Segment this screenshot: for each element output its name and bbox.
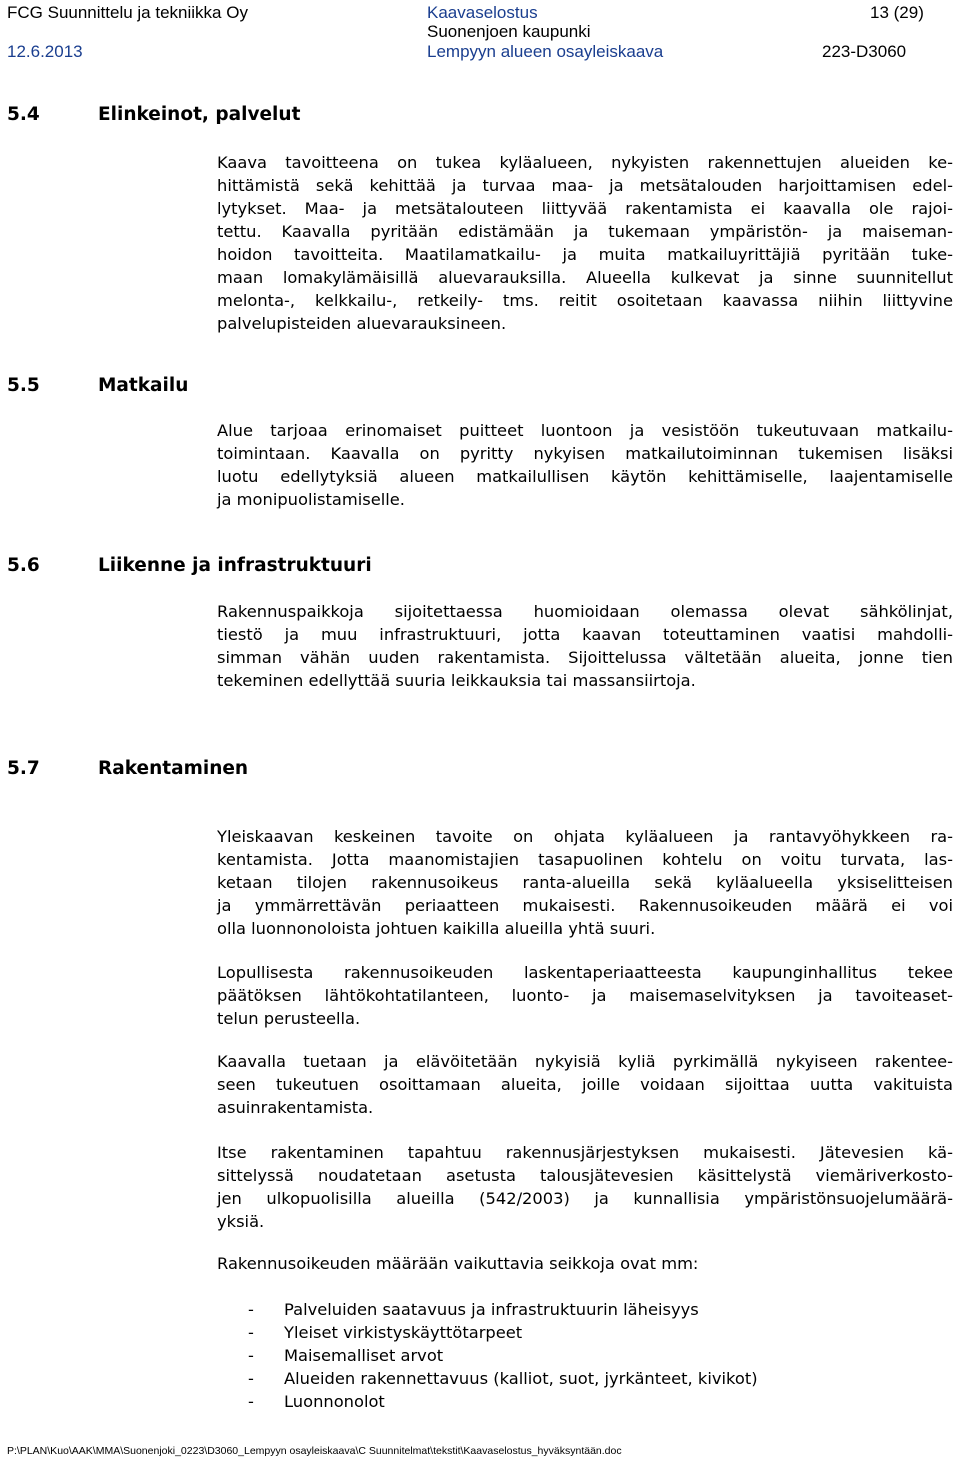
- text-line: kentamista. Jotta maanomistajien tasapuolinen kohtelu on voitu turvata, las-: [217, 850, 953, 869]
- bullet-dash: -: [248, 1392, 254, 1411]
- text-line: Kaavalla tuetaan ja elävöitetään nykyisiä kyliä pyrkimällä nykyiseen rakentee-: [217, 1052, 953, 1071]
- text-line: ja ymmärrettävän periaatteen mukaisesti. Rakennusoikeuden määrä ei voi: [217, 896, 953, 915]
- list-item-text: Alueiden rakennettavuus (kalliot, suot, jyrkänteet, kivikot): [284, 1369, 758, 1388]
- text-line: ja monipuolistamiselle.: [217, 490, 405, 509]
- list-item: [248, 1367, 868, 1390]
- text-line: telun perusteella.: [217, 1009, 361, 1028]
- list-item: [248, 1344, 868, 1367]
- section-number: 5.6: [7, 555, 40, 576]
- list-item-text: Palveluiden saatavuus ja infrastruktuurin läheisyys: [284, 1300, 699, 1319]
- header-doc-type: Kaavaselostus: [427, 3, 538, 22]
- section-title: Rakentaminen: [98, 758, 249, 779]
- text-line: luotu edellytyksiä alueen matkailullisen käytön kehittämiselle, laajentamiselle: [217, 467, 953, 486]
- section-5-7-paragraph: [217, 961, 953, 1030]
- bullet-dash: -: [248, 1323, 254, 1342]
- header-page-number: 13 (29): [870, 3, 924, 22]
- bullet-dash: -: [248, 1300, 254, 1319]
- list-item: [248, 1298, 868, 1321]
- section-heading-5-6: [7, 555, 372, 577]
- header-client: Suonenjoen kaupunki: [427, 22, 591, 41]
- text-line: toimintaan. Kaavalla on pyritty nykyisen matkailutoiminnan tukemisen lisäksi: [217, 444, 953, 463]
- section-number: 5.4: [7, 104, 40, 125]
- bullet-dash: -: [248, 1346, 254, 1365]
- section-title: Matkailu: [98, 375, 189, 396]
- section-number: 5.5: [7, 375, 40, 396]
- text-line: tettu. Kaavalla pyritään edistämään ja tukemaan ympäristön- ja maiseman-: [217, 222, 953, 241]
- text-line: jen ulkopuolisilla alueilla (542/2003) ja kunnallisia ympäristönsuojelumäärä-: [217, 1189, 953, 1208]
- header-plan-name: Lempyyn alueen osayleiskaava: [427, 42, 664, 61]
- list-item-text: Yleiset virkistyskäyttötarpeet: [284, 1323, 523, 1342]
- section-5-7-paragraph: [217, 1252, 953, 1275]
- text-line: yksiä.: [217, 1212, 265, 1231]
- text-line: ketaan tilojen rakennusoikeus ranta-alueilla sekä kyläalueella yksiselitteisen: [217, 873, 953, 892]
- section-title: Elinkeinot, palvelut: [98, 104, 301, 125]
- text-line: Lopullisesta rakennusoikeuden laskentaperiaatteesta kaupunginhallitus tekee: [217, 963, 953, 982]
- section-title: Liikenne ja infrastruktuuri: [98, 555, 372, 576]
- list-item: [248, 1321, 868, 1344]
- section-5-4-paragraph: [217, 151, 953, 335]
- section-heading-5-4: [7, 104, 300, 126]
- text-line: päätöksen lähtökohtatilanteen, luonto- ja maisemaselvityksen ja tavoiteaset-: [217, 986, 953, 1005]
- list-item-text: Luonnonolot: [284, 1392, 385, 1411]
- factor-list: [248, 1298, 868, 1413]
- text-line: simman vähän uuden rakentamista. Sijoittelussa vältetään alueita, jonne tien: [217, 648, 953, 667]
- section-heading-5-5: [7, 375, 188, 397]
- text-line: melonta-, kelkkailu-, retkeily- tms. reitit osoitetaan kaavassa niihin liittyvine: [217, 291, 953, 310]
- text-line: sittelyssä noudatetaan asetusta talousjätevesien käsittelystä viemäriverkosto-: [217, 1166, 953, 1185]
- header-date: 12.6.2013: [7, 42, 83, 61]
- text-line: palvelupisteiden aluevarauksineen.: [217, 314, 507, 333]
- list-item: [248, 1390, 868, 1413]
- section-5-7-paragraph: [217, 1141, 953, 1233]
- section-number: 5.7: [7, 758, 40, 779]
- text-line: Kaava tavoitteena on tukea kyläalueen, nykyisten rakennettujen alueiden ke-: [217, 153, 953, 172]
- text-line: Rakennusoikeuden määrään vaikuttavia seikkoja ovat mm:: [217, 1254, 699, 1273]
- list-item-text: Maisemalliset arvot: [284, 1346, 444, 1365]
- text-line: Alue tarjoaa erinomaiset puitteet luontoon ja vesistöön tukeutuvaan matkailu-: [217, 421, 953, 440]
- header-company: FCG Suunnittelu ja tekniikka Oy: [7, 3, 248, 22]
- header-project-code: 223-D3060: [822, 42, 907, 61]
- text-line: olla luonnonoloista johtuen kaikilla alueilla yhtä suuri.: [217, 919, 656, 938]
- section-heading-5-7: [7, 758, 248, 780]
- bullet-dash: -: [248, 1369, 254, 1388]
- section-5-7-paragraph: [217, 825, 953, 940]
- text-line: asuinrakentamista.: [217, 1098, 374, 1117]
- text-line: hittämistä sekä kehittää ja turvaa maa- ja metsätalouden harjoittamisen edel-: [217, 176, 953, 195]
- footer-file-path: P:\PLAN\Kuo\AAK\MMA\Suonenjoki_0223\D3060_Lempyyn osayleiskaava\C Suunnitelmat\tekstit\Kaavaselostus_hyväksyntään.doc: [7, 1445, 622, 1457]
- text-line: lytykset. Maa- ja metsätalouteen liittyvää rakentamista ei kaavalla ole rajoi-: [217, 199, 953, 218]
- text-line: seen tukeutuen osoittamaan alueita, joille voidaan sijoittaa uutta vakituista: [217, 1075, 953, 1094]
- text-line: Itse rakentaminen tapahtuu rakennusjärjestyksen mukaisesti. Jätevesien kä-: [217, 1143, 953, 1162]
- section-5-5-paragraph: [217, 419, 953, 511]
- text-line: tekeminen edellyttää suuria leikkauksia tai massansiirtoja.: [217, 671, 696, 690]
- section-5-7-paragraph: [217, 1050, 953, 1119]
- text-line: tiestö ja muu infrastruktuuri, jotta kaavan toteuttaminen vaatisi mahdolli-: [217, 625, 953, 644]
- text-line: Rakennuspaikkoja sijoitettaessa huomioidaan olemassa olevat sähkölinjat,: [217, 602, 953, 621]
- text-line: Yleiskaavan keskeinen tavoite on ohjata kyläalueen ja rantavyöhykkeen ra-: [217, 827, 953, 846]
- text-line: hoidon tavoitteita. Maatilamatkailu- ja muita matkailuyrittäjiä pyritään tuke-: [217, 245, 953, 264]
- text-line: maan lomakylämäisillä aluevarauksilla. Alueella kulkevat ja sinne suunnitellut: [217, 268, 953, 287]
- section-5-6-paragraph: [217, 600, 953, 692]
